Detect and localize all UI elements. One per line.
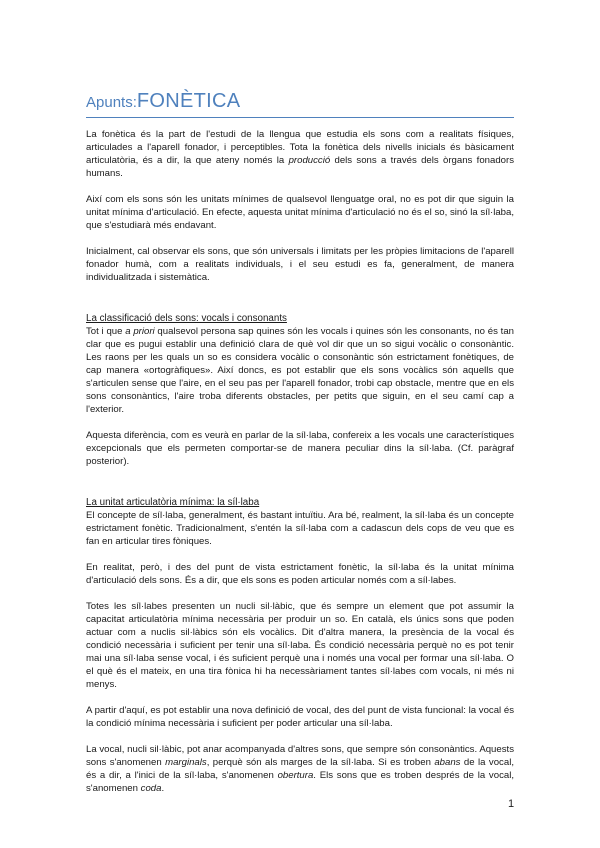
header-prefix: Apunts: — [86, 94, 137, 111]
emphasis: coda — [140, 783, 162, 794]
text-run: . — [161, 783, 165, 794]
section2-paragraph-2: En realitat, però, i des del punt de vista estrictament fonètic, la síl·laba és la unitat mínima d'articulació dels sons. És a dir, que els sons es poden articular només com a síl·labes. — [86, 562, 514, 586]
intro-paragraph-3: Inicialment, cal observar els sons, que són universals i limitats per les pròpies limitacions de l'aparell fonador humà, com a realitats individuals, i el seu estudi es fa, generalment, de manera individualitzada i sistemàtica. — [86, 246, 514, 283]
text-run: qualsevol persona sap quines són les vocals i quines són les consonants, no és tan clar que es pugui establir una definició clara de què vol dir que un so sigui vocàlic o consonàntic. Les raons per les quals un so es considera vocàlic o consonàntic són estrictament fonètiques, de cap manera «ortogràfiques». Així doncs, es pot establir que els sons vocàlics són aquells que s'articulen sense que l'aire, en el seu pas per l'aparell fonador, trobi cap obstacle, mentre que en els sons consonàntics, l'aire troba diferents obstacles, per petits que siguin, en el seu camí cap a l'exterior. — [86, 326, 515, 415]
section2-paragraph-3: Totes les síl·labes presenten un nucli sil·làbic, que és sempre un element que pot assumir la capacitat articulatòria mínima necessària per produir un so. En català, els únics sons que poden actuar com a nuclis sil·làbics són els vocàlics. Dit d'altra manera, la presència de la vocal és condició necessària i suficient per tenir una síl·laba. És condició necessària perquè no es pot tenir mai una síl·laba sense vocal, i és suficient perquè una i només una vocal per formar una síl·laba. O el què és el mateix, en una tira fònica hi ha necessàriament tantes síl·labes com vocals, ni més ni menys. — [86, 601, 514, 690]
text-run: de la vocal, és a dir, a l'inici de la síl·laba, s'anomenen — [86, 757, 514, 781]
spacer — [86, 481, 514, 496]
document-header — [86, 90, 514, 118]
page-number: 1 — [508, 798, 515, 810]
document-body — [86, 128, 514, 808]
section1-paragraph-1 — [86, 325, 514, 416]
intro-paragraph-1 — [86, 128, 514, 180]
section2-paragraph-1: El concepte de síl·laba, generalment, és bastant intuïtiu. Ara bé, realment, la síl·laba és un concepte estrictament fonètic. Tradicionalment, s'entén la síl·laba com a cadascun dels cops de veu que es fan en articular tires fòniques. — [86, 510, 514, 547]
text-run: . Els sons que es troben després de la vocal, s'anomenen — [86, 770, 514, 794]
text-run: La vocal, nucli sil·làbic, pot anar acompanyada d'altres sons, que sempre són consonàntics. Aquests sons s'anomenen — [86, 744, 514, 768]
section1-paragraph-2: Aquesta diferència, com es veurà en parlar de la síl·laba, confereix a les vocals une característiques excepcionals que els permeten comportar-se de manera peculiar dins la síl·laba. (Cf. paràgraf posterior). — [86, 430, 514, 467]
emphasis: a priori — [125, 326, 155, 337]
text-run: dels sons a través dels òrgans fonadors humans. — [86, 155, 514, 179]
emphasis: producció — [288, 155, 331, 166]
emphasis: obertura — [277, 770, 314, 781]
text-run: , perquè són als marges de la síl·laba. Si es troben — [206, 757, 435, 768]
intro-paragraph-2: Així com els sons són les unitats mínimes de qualsevol llenguatge oral, no es pot dir que siguin la unitat mínima d'articulació. En efecte, aquesta unitat mínima d'articulació no és el so, sinó la síl·laba, que s'estudiarà més endavant. — [86, 194, 514, 231]
text-run: Tot i que — [86, 326, 126, 337]
section2-paragraph-4: A partir d'aquí, es pot establir una nova definició de vocal, des del punt de vista funcional: la vocal és la condició mínima necessària i suficient per poder articular una síl·laba. — [86, 705, 514, 729]
section-heading-sillaba: La unitat articulatòria mínima: la síl·laba — [86, 497, 260, 508]
spacer — [86, 297, 514, 312]
emphasis: abans — [434, 757, 461, 768]
page-title: FONÈTICA — [136, 90, 241, 112]
emphasis: marginals — [165, 757, 207, 768]
section-heading-classificacio: La classificació dels sons: vocals i consonants — [86, 313, 287, 324]
section2-paragraph-5 — [86, 743, 514, 795]
text-run: La fonètica és la part de l'estudi de la llengua que estudia els sons com a realitats físiques, articulades a l'aparell fonador, i perceptibles. Tota la fonètica dels nivells inicials és bàsicament articulatòria, és a dir, la que ateny només la — [86, 129, 514, 166]
